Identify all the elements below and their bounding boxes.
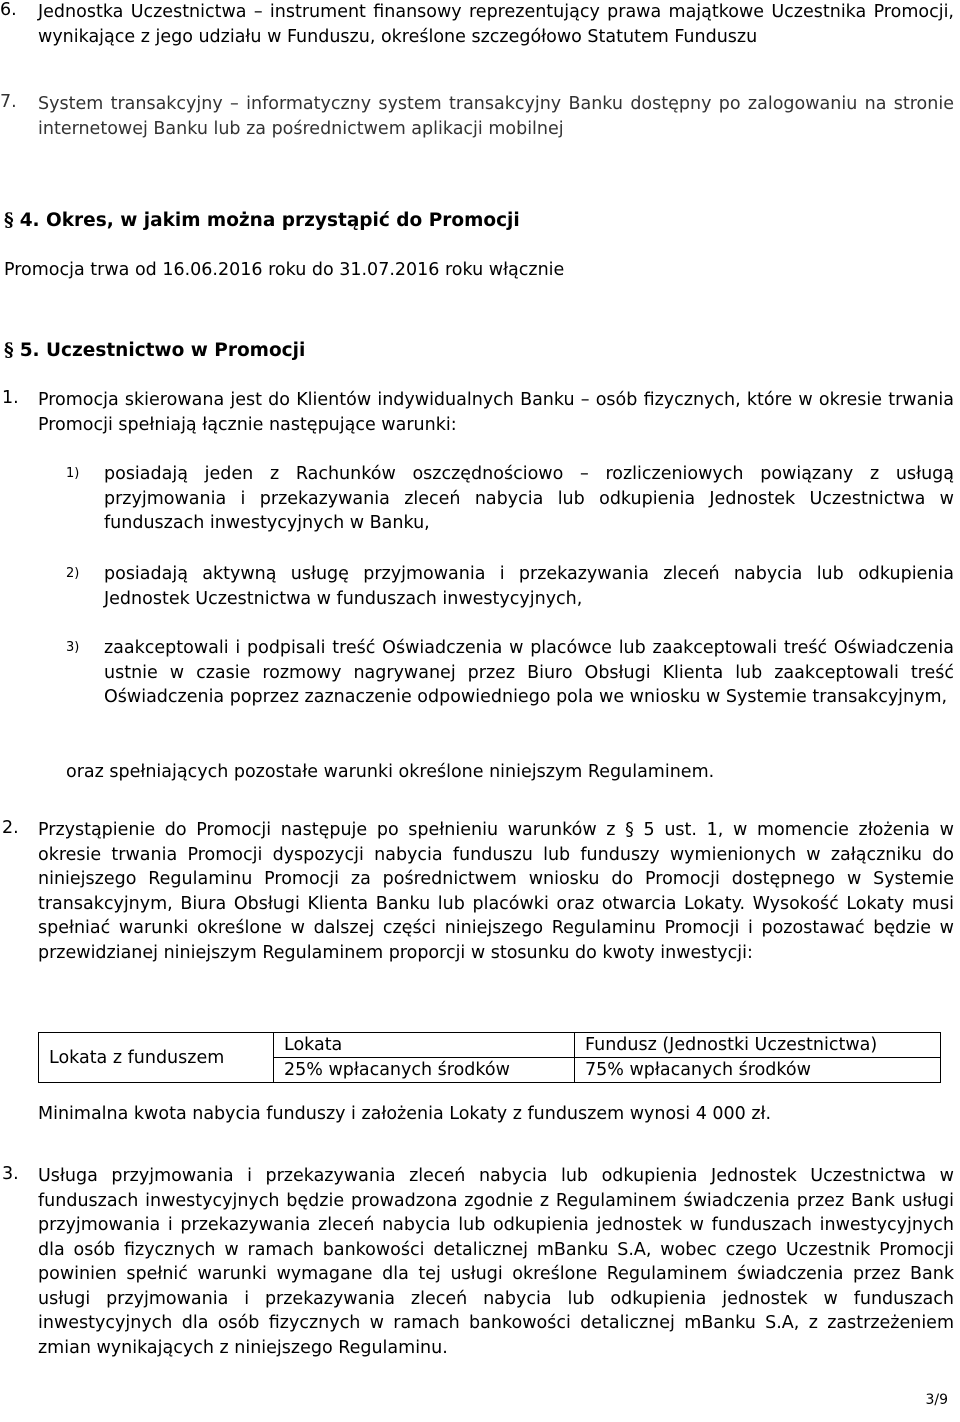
paragraph-text: Promocja skierowana jest do Klientów indywidualnych Banku – osób fizycznych, które w okresie trwania Promocji spełniają łącznie następujące warunki: — [38, 390, 954, 435]
paragraph-1 — [2, 388, 954, 437]
paragraph-2 — [2, 818, 954, 965]
table-value-fund: 75% wpłacanych środków — [575, 1058, 941, 1083]
section-4-text — [4, 258, 954, 283]
section-symbol: § — [4, 210, 14, 231]
table-header-fund: Fundusz (Jednostki Uczestnictwa) — [575, 1033, 941, 1058]
paragraph-number: 2. — [2, 818, 19, 838]
paragraph-number: 3. — [2, 1164, 19, 1184]
paragraph-number: 1. — [2, 388, 19, 408]
section-4-heading — [4, 210, 954, 231]
table-header-deposit: Lokata — [274, 1033, 575, 1058]
condition-text: posiadają jeden z Rachunków oszczędnościowo – rozliczeniowych powiązany z usługą przyjmowania i przekazywania zleceń nabycia lub odkupienia Jednostek Uczestnictwa w funduszach inwestycyjnych w Banku, — [104, 464, 954, 533]
paragraph-text: Usługa przyjmowania i przekazywania zleceń nabycia lub odkupienia Jednostek Uczestnictwa w funduszach inwestycyjnych będzie prowadzona zgodnie z Regulaminem świadczenia przez Bank usługi przyjmowania i przekazywania zleceń nabycia lub odkupienia jednostek w funduszach inwestycyjnych dla osób fizycznych w ramach bankowości detalicznej mBanku S.A, wobec czego Uczestnik Promocji powinien spełnić warunki wymagane dla tej usługi określone Regulaminem świadczenia przez Bank usługi przyjmowania i przekazywania zleceń nabycia lub odkupienia jednostek w funduszach inwestycyjnych dla osób fizycznych w ramach bankowości detalicznej mBanku S.A, z zastrzeżeniem zmian wynikających z niniejszego Regulaminu. — [38, 1166, 954, 1358]
definition-item-6 — [0, 0, 954, 49]
section-symbol: § — [4, 340, 14, 361]
item-number: 7. — [0, 92, 17, 112]
condition-number: 1) — [66, 466, 80, 481]
paragraph-text: Przystąpienie do Promocji następuje po spełnieniu warunków z § 5 ust. 1, w momencie złożenia w okresie trwania Promocji dyspozycji nabycia funduszu lub funduszy wymienionych w załączniku do niniejszego Regulaminu Promocji za pośrednictwem wniosku do Promocji dostępnego w Systemie transakcyjnym, Biura Obsługi Klienta Banku lub placówki oraz otwarcia Lokaty. Wysokość Lokaty musi spełniać warunki określone w dalszej części niniejszego Regulaminu Promocji i pozostawać będzie w przewidzianej niniejszym Regulaminem proporcji w stosunku do kwoty inwestycji: — [38, 820, 954, 963]
section-5-heading — [4, 340, 954, 361]
definition-item-7 — [0, 92, 954, 141]
minimum-amount-text: Minimalna kwota nabycia funduszy i założenia Lokaty z funduszem wynosi 4 000 zł. — [38, 1104, 772, 1124]
closing-text: oraz spełniających pozostałe warunki określone niniejszym Regulaminem. — [66, 762, 715, 782]
condition-number: 3) — [66, 640, 80, 655]
deposit-fund-table — [38, 1032, 941, 1083]
page-number: 3/9 — [925, 1392, 948, 1408]
condition-number: 2) — [66, 566, 80, 581]
definition-text: System transakcyjny – informatyczny system transakcyjny Banku dostępny po zalogowaniu na stronie internetowej Banku lub za pośrednictwem aplikacji mobilnej — [38, 94, 954, 139]
condition-text: zaakceptowali i podpisali treść Oświadczenia w placówce lub zaakceptowali treść Oświadczenia ustnie w czasie rozmowy nagrywanej przez Biuro Obsługi Klienta lub zaakceptowali treść Oświadczenia poprzez zaznaczenie odpowiedniego pola we wniosku w Systemie transakcyjnym, — [104, 638, 954, 707]
condition-text: posiadają aktywną usługę przyjmowania i przekazywania zleceń nabycia lub odkupienia Jednostek Uczestnictwa w funduszach inwestycyjnych, — [104, 564, 954, 609]
promotion-period: Promocja trwa od 16.06.2016 roku do 31.07.2016 roku włącznie — [4, 260, 565, 280]
section-title: 5. Uczestnictwo w Promocji — [19, 340, 306, 361]
item-number: 6. — [0, 0, 17, 20]
conditions-closing — [66, 760, 954, 785]
paragraph-3 — [2, 1164, 954, 1360]
definition-text: Jednostka Uczestnictwa – instrument finansowy reprezentujący prawa majątkowe Uczestnika Promocji, wynikające z jego udziału w Funduszu, określone szczegółowo Statutem Funduszu — [38, 2, 954, 47]
table-value-deposit: 25% wpłacanych środków — [274, 1058, 575, 1083]
minimum-amount — [38, 1102, 954, 1127]
table-row-label: Lokata z funduszem — [39, 1033, 274, 1083]
section-title: 4. Okres, w jakim można przystąpić do Promocji — [19, 210, 520, 231]
